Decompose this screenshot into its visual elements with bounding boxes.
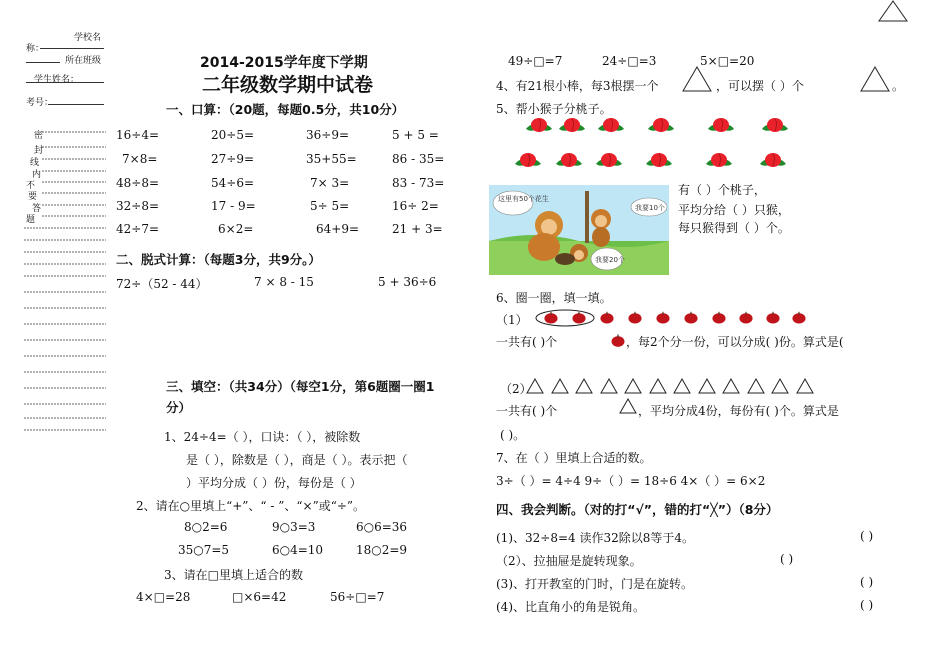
exam-title: 二年级数学期中试卷 <box>202 74 374 96</box>
r-top-item: 24÷□=3 <box>602 54 657 68</box>
peach-icon <box>704 152 734 170</box>
triangle-icon <box>619 398 637 414</box>
corner-triangle-icon <box>878 0 908 22</box>
triangle-icon <box>551 378 569 394</box>
math-item: 7× 3= <box>310 176 350 190</box>
math-item: 54÷6= <box>211 176 255 190</box>
triangle-icon <box>526 378 544 394</box>
q5-line1: 有（ ）个桃子， <box>678 183 766 197</box>
bubble-text-3: 我要20个 <box>595 256 625 264</box>
fill-q1-line1: 1、24÷4=（ ），口诀：（ ），被除数 <box>164 430 361 444</box>
judge-answer-3: ( ) <box>860 575 874 589</box>
name-blank <box>26 82 104 83</box>
judge-answer-1: ( ) <box>860 529 874 543</box>
peach-icon <box>513 152 543 170</box>
apple-icon <box>611 334 625 347</box>
apple-icon <box>712 311 726 324</box>
triangle-icon <box>682 66 712 92</box>
apple-icon <box>600 311 614 324</box>
fill-q1-line2: 是（ ），除数是（ ），商是（ ）。表示把（ <box>186 453 408 467</box>
calc-item-1: 72÷（52 - 44） <box>116 277 208 291</box>
math-item: 17 - 9= <box>211 199 256 213</box>
q4-period: 。 <box>892 79 905 93</box>
q6-2-text-a: 一共有( )个 <box>496 404 558 418</box>
peach-icon <box>557 117 587 135</box>
triangle-icon <box>747 378 765 394</box>
judge-item-3: (3)、打开教室的门时，门是在旋转。 <box>496 577 693 591</box>
exam-year: 2014-2015学年度下学期 <box>200 55 368 71</box>
seal-dashed-lines <box>24 128 108 433</box>
math-item: 20÷5= <box>211 128 255 142</box>
school-label-2: 称： <box>26 44 45 54</box>
judge-item-4: (4)、比直角小的角是锐角。 <box>496 600 645 614</box>
q6-2-label: （2） <box>500 382 532 396</box>
school-blank <box>40 48 104 49</box>
math-item: 5 + 5 = <box>392 128 439 142</box>
math-item: 42÷7= <box>116 222 160 236</box>
judge-answer-4: ( ) <box>860 598 874 612</box>
triangle-icon <box>771 378 789 394</box>
math-item: 48÷8= <box>116 176 160 190</box>
name-label: 学生姓名： <box>34 75 80 85</box>
peach-icon <box>644 152 674 170</box>
q6-2-text-b: ，平均分成4份，每份有( )个。算式是 <box>638 404 839 418</box>
math-item: 36÷9= <box>306 128 350 142</box>
seal-word-1: 密 <box>34 131 44 141</box>
math-item: 21 + 3= <box>392 222 443 236</box>
seal-word-7: 答 <box>32 204 42 214</box>
fill-q2: 2、请在○里填上“+”、“ - ”、“×”或“÷”。 <box>136 499 366 513</box>
triangle-icon <box>796 378 814 394</box>
q2-item: 9○3=3 <box>272 520 316 534</box>
peach-icon <box>524 117 554 135</box>
apple-icon <box>572 311 586 324</box>
apple-icon <box>792 311 806 324</box>
triangle-icon <box>624 378 642 394</box>
math-item: 86 - 35= <box>392 152 445 166</box>
q5-text: 5、帮小猴子分桃子。 <box>496 102 612 116</box>
seal-word-8: 题 <box>26 215 36 225</box>
math-item: 6×2= <box>218 222 254 236</box>
q2-item: 6○4=10 <box>272 543 324 557</box>
bubble-text-1: 这里有50个花生 <box>498 195 549 203</box>
peach-icon <box>646 117 676 135</box>
section3-heading-cont: 分） <box>166 400 192 415</box>
peach-icon <box>554 152 584 170</box>
math-item: 16÷4= <box>116 128 160 142</box>
q6-1-label: （1） <box>496 313 528 327</box>
math-item: 27÷9= <box>211 152 255 166</box>
seal-word-4: 内 <box>32 170 42 180</box>
peach-icon <box>594 152 624 170</box>
q7-equations: 3÷（ ）= 4÷4 9÷（ ）= 18÷6 4×（ ）= 6×2 <box>496 474 766 488</box>
q2-item: 35○7=5 <box>178 543 230 557</box>
q6-1-text-b: ，每2个分一份，可以分成( )份。算式是( <box>626 335 844 349</box>
q2-item: 6○6=36 <box>356 520 408 534</box>
fill-q3: 3、请在□里填上适合的数 <box>164 568 303 582</box>
q6-text: 6、圈一圈，填一填。 <box>496 291 612 305</box>
q4-text-a: 4、有21根小棒，每3根摆一个 <box>496 79 659 93</box>
section3-heading: 三、填空：（共34分）（每空1分，第6题圈一圈1 <box>166 379 435 394</box>
school-label: 学校名 <box>74 33 102 43</box>
judge-answer-2: ( ) <box>780 552 794 566</box>
triangle-icon <box>698 378 716 394</box>
q2-item: 18○2=9 <box>356 543 408 557</box>
math-item: 64+9= <box>316 222 360 236</box>
q3-item: 4×□=28 <box>136 590 191 604</box>
apple-icon <box>628 311 642 324</box>
apple-icon <box>684 311 698 324</box>
q5-line2: 平均分给（ ）只猴， <box>678 203 790 217</box>
section1-heading: 一、口算：（20题，每题0.5分，共10分） <box>166 102 405 117</box>
exam-no-blank <box>48 104 104 105</box>
q5-line3: 每只猴得到（ ）个。 <box>678 221 790 235</box>
r-top-item: 5×□=20 <box>700 54 755 68</box>
r-top-item: 49÷□=7 <box>508 54 563 68</box>
section4-heading: 四、我会判断。（对的打“√”，错的打“╳”）（8分） <box>496 502 779 517</box>
section2-heading: 二、脱式计算：（每题3分，共9分。） <box>116 252 321 267</box>
math-item: 16÷ 2= <box>392 199 439 213</box>
triangle-icon <box>600 378 618 394</box>
triangle-icon <box>673 378 691 394</box>
school-blank-2 <box>26 62 60 63</box>
peach-icon <box>760 117 790 135</box>
math-item: 32÷8= <box>116 199 160 213</box>
q4-text-b: ，可以摆（ ）个 <box>716 79 804 93</box>
triangle-icon <box>860 66 890 92</box>
class-label: 所在班级 <box>65 56 102 66</box>
q6-2-text-c: ( )。 <box>500 428 526 442</box>
q3-item: 56÷□=7 <box>330 590 385 604</box>
triangle-icon <box>649 378 667 394</box>
apple-icon <box>544 311 558 324</box>
exam-no-label: 考号： <box>26 98 54 108</box>
apple-icon <box>766 311 780 324</box>
peach-icon <box>596 117 626 135</box>
triangle-icon <box>722 378 740 394</box>
triangle-icon <box>575 378 593 394</box>
q3-item: □×6=42 <box>232 590 287 604</box>
seal-word-3: 线 <box>30 158 40 168</box>
math-item: 83 - 73= <box>392 176 445 190</box>
q7-text: 7、在（ ）里填上合适的数。 <box>496 451 652 465</box>
fill-q1-line3: ）平均分成（ ）份，每份是（ ） <box>186 476 362 490</box>
calc-item-2: 7 × 8 - 15 <box>254 275 314 289</box>
bubble-text-2: 我要10个 <box>635 204 665 212</box>
q2-item: 8○2=6 <box>184 520 228 534</box>
judge-item-2: （2）、拉抽屉是旋转现象。 <box>496 554 642 568</box>
seal-word-2: 封 <box>34 146 44 156</box>
peach-icon <box>758 152 788 170</box>
math-item: 7×8= <box>122 152 158 166</box>
seal-word-6: 要 <box>28 192 38 202</box>
math-item: 5÷ 5= <box>310 199 350 213</box>
apple-icon <box>656 311 670 324</box>
math-item: 35+55= <box>306 152 357 166</box>
q6-1-text-a: 一共有( )个 <box>496 335 558 349</box>
calc-item-3: 5 + 36÷6 <box>378 275 437 289</box>
apple-icon <box>739 311 753 324</box>
monkey-picture <box>489 185 669 275</box>
peach-icon <box>706 117 736 135</box>
seal-word-5: 不 <box>26 181 36 191</box>
judge-item-1: (1)、32÷8=4 读作32除以8等于4。 <box>496 531 695 545</box>
